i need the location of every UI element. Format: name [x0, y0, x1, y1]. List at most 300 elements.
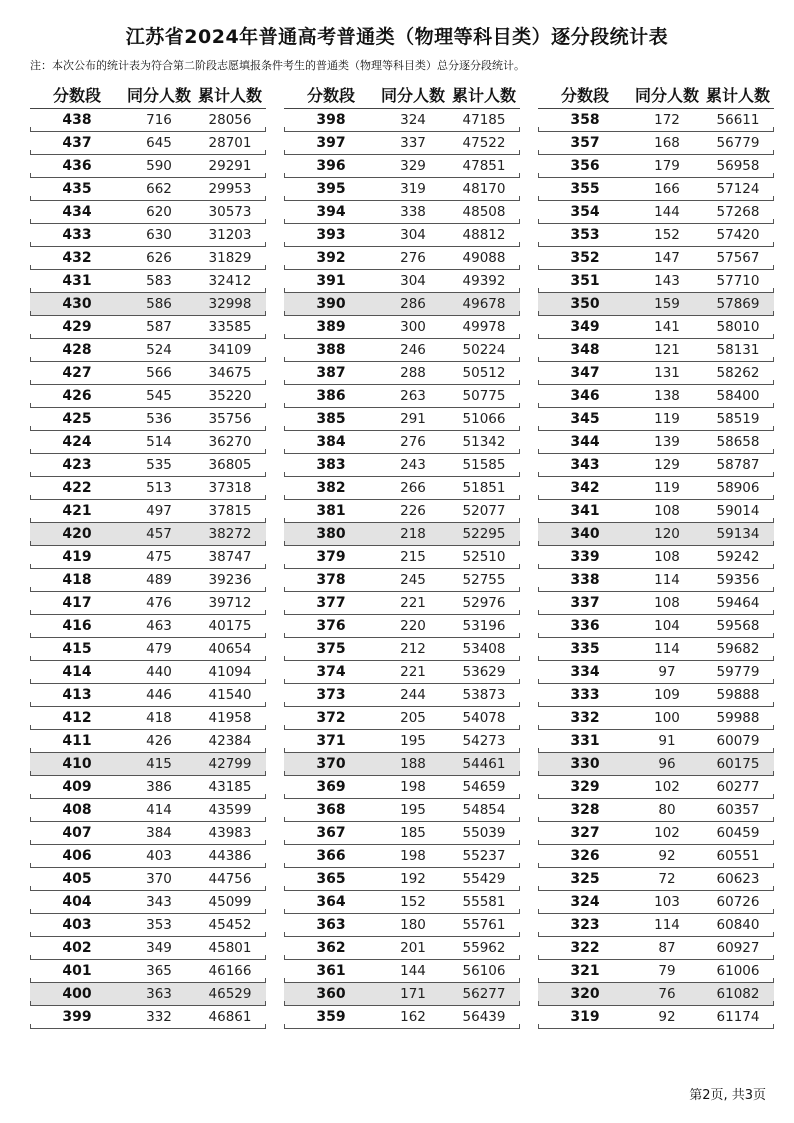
count-cell: 440 [146, 664, 172, 680]
count-cell: 79 [658, 963, 676, 979]
table-row [30, 1006, 266, 1029]
table-row [538, 937, 774, 960]
score-cell: 392 [316, 250, 346, 266]
count-cell: 243 [400, 457, 426, 473]
count-cell: 246 [400, 342, 426, 358]
cumulative-cell: 57567 [716, 250, 760, 266]
table-column-3 [538, 80, 774, 1029]
cumulative-cell: 57420 [716, 227, 760, 243]
count-cell: 475 [146, 549, 172, 565]
count-cell: 245 [400, 572, 426, 588]
table-row [538, 845, 774, 868]
table-row [538, 408, 774, 431]
cumulative-cell: 55761 [462, 917, 506, 933]
score-cell: 406 [62, 848, 92, 864]
cumulative-cell: 56439 [462, 1009, 506, 1025]
cumulative-cell: 61006 [716, 963, 760, 979]
cumulative-cell: 53873 [462, 687, 506, 703]
score-cell: 385 [316, 411, 346, 427]
score-cell: 386 [316, 388, 346, 404]
score-cell: 321 [570, 963, 600, 979]
header-score: 分数段 [52, 85, 101, 105]
table-row [30, 109, 266, 132]
count-cell: 152 [654, 227, 680, 243]
score-cell: 339 [570, 549, 600, 565]
score-cell: 421 [62, 503, 92, 519]
score-cell: 420 [62, 526, 92, 542]
table-row [284, 960, 520, 983]
table-row [538, 431, 774, 454]
count-cell: 212 [400, 641, 426, 657]
count-cell: 72 [658, 871, 676, 887]
cumulative-cell: 48508 [462, 204, 506, 220]
page-title: 江苏省2024年普通高考普通类（物理等科目类）逐分段统计表 [125, 26, 669, 48]
count-cell: 121 [654, 342, 680, 358]
cumulative-cell: 39236 [208, 572, 252, 588]
table-row [30, 454, 266, 477]
score-cell: 379 [316, 549, 346, 565]
cumulative-cell: 51585 [462, 457, 506, 473]
count-cell: 288 [400, 365, 426, 381]
score-cell: 387 [316, 365, 346, 381]
score-cell: 336 [570, 618, 600, 634]
table-row [30, 477, 266, 500]
count-cell: 143 [654, 273, 680, 289]
cumulative-cell: 57869 [716, 296, 760, 312]
table-row [538, 339, 774, 362]
table-row [284, 753, 520, 776]
table-row [30, 362, 266, 385]
score-cell: 435 [62, 181, 92, 197]
table-row [30, 868, 266, 891]
table-row [284, 822, 520, 845]
cumulative-cell: 60726 [716, 894, 760, 910]
table-body [538, 108, 774, 1029]
cumulative-cell: 34675 [208, 365, 252, 381]
score-cell: 331 [570, 733, 600, 749]
score-cell: 338 [570, 572, 600, 588]
cumulative-cell: 46861 [208, 1009, 252, 1025]
score-cell: 431 [62, 273, 92, 289]
score-cell: 323 [570, 917, 600, 933]
count-cell: 403 [146, 848, 172, 864]
count-cell: 349 [146, 940, 172, 956]
cumulative-cell: 54854 [462, 802, 506, 818]
table-row [30, 638, 266, 661]
count-cell: 626 [146, 250, 172, 266]
table-row [30, 960, 266, 983]
cumulative-cell: 60277 [716, 779, 760, 795]
count-cell: 188 [400, 756, 426, 772]
table-row [538, 868, 774, 891]
cumulative-cell: 58658 [716, 434, 760, 450]
cumulative-cell: 59568 [716, 618, 760, 634]
table-row [538, 960, 774, 983]
score-cell: 407 [62, 825, 92, 841]
count-cell: 291 [400, 411, 426, 427]
table-row [284, 270, 520, 293]
count-cell: 147 [654, 250, 680, 266]
count-cell: 266 [400, 480, 426, 496]
score-cell: 364 [316, 894, 346, 910]
table-row [30, 684, 266, 707]
count-cell: 97 [658, 664, 676, 680]
cumulative-cell: 41540 [208, 687, 252, 703]
score-cell: 437 [62, 135, 92, 151]
score-cell: 332 [570, 710, 600, 726]
table-row [284, 615, 520, 638]
count-cell: 414 [146, 802, 172, 818]
table-row [284, 592, 520, 615]
count-cell: 329 [400, 158, 426, 174]
count-cell: 497 [146, 503, 172, 519]
count-cell: 102 [654, 825, 680, 841]
table-row [284, 730, 520, 753]
table-row [538, 615, 774, 638]
cumulative-cell: 36270 [208, 434, 252, 450]
score-cell: 333 [570, 687, 600, 703]
cumulative-cell: 58010 [716, 319, 760, 335]
count-cell: 138 [654, 388, 680, 404]
table-row [284, 109, 520, 132]
table-row [30, 224, 266, 247]
score-cell: 319 [570, 1009, 600, 1025]
table-row [30, 730, 266, 753]
cumulative-cell: 56779 [716, 135, 760, 151]
cumulative-cell: 59682 [716, 641, 760, 657]
count-cell: 476 [146, 595, 172, 611]
cumulative-cell: 35220 [208, 388, 252, 404]
cumulative-cell: 52510 [462, 549, 506, 565]
table-row [284, 477, 520, 500]
cumulative-cell: 53408 [462, 641, 506, 657]
score-cell: 390 [316, 296, 346, 312]
table-row [284, 937, 520, 960]
cumulative-cell: 42799 [208, 756, 252, 772]
cumulative-cell: 41958 [208, 710, 252, 726]
table-row [30, 201, 266, 224]
score-cell: 322 [570, 940, 600, 956]
cumulative-cell: 41094 [208, 664, 252, 680]
cumulative-cell: 32412 [208, 273, 252, 289]
count-cell: 353 [146, 917, 172, 933]
score-cell: 344 [570, 434, 600, 450]
cumulative-cell: 59779 [716, 664, 760, 680]
header-count: 同分人数 [126, 85, 191, 105]
cumulative-cell: 49392 [462, 273, 506, 289]
table-row [284, 316, 520, 339]
score-cell: 352 [570, 250, 600, 266]
score-cell: 370 [316, 756, 346, 772]
table-row [538, 523, 774, 546]
table-row [30, 983, 266, 1006]
count-cell: 524 [146, 342, 172, 358]
cumulative-cell: 61082 [716, 986, 760, 1002]
score-cell: 329 [570, 779, 600, 795]
table-row [30, 523, 266, 546]
score-cell: 413 [62, 687, 92, 703]
cumulative-cell: 36805 [208, 457, 252, 473]
cumulative-cell: 48170 [462, 181, 506, 197]
table-row [538, 799, 774, 822]
score-cell: 427 [62, 365, 92, 381]
score-cell: 389 [316, 319, 346, 335]
count-cell: 114 [654, 572, 680, 588]
cumulative-cell: 33585 [208, 319, 252, 335]
cumulative-cell: 57268 [716, 204, 760, 220]
table-row [30, 155, 266, 178]
score-cell: 380 [316, 526, 346, 542]
count-cell: 131 [654, 365, 680, 381]
score-cell: 365 [316, 871, 346, 887]
score-cell: 400 [62, 986, 92, 1002]
count-cell: 198 [400, 779, 426, 795]
table-row [284, 362, 520, 385]
count-cell: 102 [654, 779, 680, 795]
count-cell: 144 [400, 963, 426, 979]
count-cell: 166 [654, 181, 680, 197]
cumulative-cell: 51851 [462, 480, 506, 496]
count-cell: 566 [146, 365, 172, 381]
score-cell: 355 [570, 181, 600, 197]
cumulative-cell: 40175 [208, 618, 252, 634]
count-cell: 370 [146, 871, 172, 887]
count-cell: 226 [400, 503, 426, 519]
table-row [538, 178, 774, 201]
table-header [284, 80, 520, 108]
cumulative-cell: 56106 [462, 963, 506, 979]
cumulative-cell: 46529 [208, 986, 252, 1002]
table-row [538, 569, 774, 592]
count-cell: 180 [400, 917, 426, 933]
table-row [30, 776, 266, 799]
cumulative-cell: 55237 [462, 848, 506, 864]
table-column-2 [284, 80, 520, 1029]
count-cell: 172 [654, 112, 680, 128]
table-row [538, 661, 774, 684]
count-cell: 620 [146, 204, 172, 220]
count-cell: 171 [400, 986, 426, 1002]
table-row [284, 500, 520, 523]
table-row [538, 1006, 774, 1029]
table-row [538, 293, 774, 316]
score-cell: 373 [316, 687, 346, 703]
table-row [538, 109, 774, 132]
count-cell: 276 [400, 250, 426, 266]
table-row [284, 431, 520, 454]
score-cell: 378 [316, 572, 346, 588]
table-row [30, 293, 266, 316]
score-cell: 356 [570, 158, 600, 174]
score-cell: 425 [62, 411, 92, 427]
count-cell: 337 [400, 135, 426, 151]
cumulative-cell: 59888 [716, 687, 760, 703]
score-cell: 419 [62, 549, 92, 565]
table-row [284, 247, 520, 270]
cumulative-cell: 37318 [208, 480, 252, 496]
cumulative-cell: 54273 [462, 733, 506, 749]
header-score: 分数段 [560, 85, 609, 105]
table-note: 注：本次公布的统计表为符合第二阶段志愿填报条件考生的普通类（物理等科目类）总分逐分段统计。 [30, 59, 525, 72]
table-row [538, 776, 774, 799]
score-cell: 418 [62, 572, 92, 588]
count-cell: 513 [146, 480, 172, 496]
header-score: 分数段 [306, 85, 355, 105]
cumulative-cell: 53196 [462, 618, 506, 634]
score-cell: 382 [316, 480, 346, 496]
table-body [30, 108, 266, 1029]
cumulative-cell: 57710 [716, 273, 760, 289]
count-cell: 536 [146, 411, 172, 427]
cumulative-cell: 52755 [462, 572, 506, 588]
score-cell: 409 [62, 779, 92, 795]
table-row [30, 891, 266, 914]
cumulative-cell: 56958 [716, 158, 760, 174]
count-cell: 645 [146, 135, 172, 151]
score-cell: 438 [62, 112, 92, 128]
table-row [284, 891, 520, 914]
table-header [30, 80, 266, 108]
count-cell: 332 [146, 1009, 172, 1025]
count-cell: 319 [400, 181, 426, 197]
cumulative-cell: 50512 [462, 365, 506, 381]
cumulative-cell: 38272 [208, 526, 252, 542]
count-cell: 168 [654, 135, 680, 151]
count-cell: 587 [146, 319, 172, 335]
count-cell: 263 [400, 388, 426, 404]
cumulative-cell: 54461 [462, 756, 506, 772]
table-row [538, 500, 774, 523]
count-cell: 91 [658, 733, 676, 749]
score-cell: 414 [62, 664, 92, 680]
table-row [284, 845, 520, 868]
count-cell: 76 [658, 986, 676, 1002]
table-row [538, 753, 774, 776]
score-cell: 416 [62, 618, 92, 634]
table-row [538, 201, 774, 224]
count-cell: 586 [146, 296, 172, 312]
table-row [538, 983, 774, 1006]
score-cell: 350 [570, 296, 600, 312]
cumulative-cell: 60623 [716, 871, 760, 887]
table-row [538, 822, 774, 845]
cumulative-cell: 40654 [208, 641, 252, 657]
count-cell: 446 [146, 687, 172, 703]
table-row [284, 201, 520, 224]
table-row [30, 845, 266, 868]
table-row [30, 822, 266, 845]
cumulative-cell: 32998 [208, 296, 252, 312]
score-cell: 367 [316, 825, 346, 841]
table-row [538, 477, 774, 500]
count-cell: 304 [400, 227, 426, 243]
count-cell: 144 [654, 204, 680, 220]
count-cell: 162 [400, 1009, 426, 1025]
cumulative-cell: 61174 [716, 1009, 760, 1025]
table-row [284, 178, 520, 201]
table-row [30, 385, 266, 408]
count-cell: 535 [146, 457, 172, 473]
table-row [284, 569, 520, 592]
table-row [30, 247, 266, 270]
score-cell: 415 [62, 641, 92, 657]
cumulative-cell: 55962 [462, 940, 506, 956]
table-body [284, 108, 520, 1029]
count-cell: 304 [400, 273, 426, 289]
score-cell: 412 [62, 710, 92, 726]
table-row [30, 339, 266, 362]
score-cell: 398 [316, 112, 346, 128]
count-cell: 218 [400, 526, 426, 542]
cumulative-cell: 58400 [716, 388, 760, 404]
cumulative-cell: 45452 [208, 917, 252, 933]
table-row [538, 224, 774, 247]
table-row [538, 316, 774, 339]
score-cell: 434 [62, 204, 92, 220]
score-cell: 405 [62, 871, 92, 887]
score-cell: 330 [570, 756, 600, 772]
score-cell: 337 [570, 595, 600, 611]
count-cell: 338 [400, 204, 426, 220]
score-cell: 424 [62, 434, 92, 450]
header-count: 同分人数 [380, 85, 445, 105]
score-cell: 402 [62, 940, 92, 956]
count-cell: 104 [654, 618, 680, 634]
count-cell: 220 [400, 618, 426, 634]
score-cell: 417 [62, 595, 92, 611]
cumulative-cell: 58787 [716, 457, 760, 473]
score-cell: 395 [316, 181, 346, 197]
cumulative-cell: 34109 [208, 342, 252, 358]
score-cell: 410 [62, 756, 92, 772]
score-cell: 388 [316, 342, 346, 358]
cumulative-cell: 55581 [462, 894, 506, 910]
count-cell: 545 [146, 388, 172, 404]
count-cell: 300 [400, 319, 426, 335]
table-row [30, 569, 266, 592]
table-row [30, 661, 266, 684]
count-cell: 141 [654, 319, 680, 335]
cumulative-cell: 60079 [716, 733, 760, 749]
score-cell: 361 [316, 963, 346, 979]
table-row [538, 707, 774, 730]
table-row [538, 914, 774, 937]
score-cell: 349 [570, 319, 600, 335]
cumulative-cell: 45099 [208, 894, 252, 910]
table-row [30, 270, 266, 293]
cumulative-cell: 60175 [716, 756, 760, 772]
cumulative-cell: 57124 [716, 181, 760, 197]
table-row [538, 385, 774, 408]
cumulative-cell: 48812 [462, 227, 506, 243]
count-cell: 386 [146, 779, 172, 795]
count-cell: 92 [658, 848, 676, 864]
table-row [538, 362, 774, 385]
cumulative-cell: 44756 [208, 871, 252, 887]
count-cell: 457 [146, 526, 172, 542]
cumulative-cell: 59988 [716, 710, 760, 726]
score-cell: 360 [316, 986, 346, 1002]
table-row [538, 638, 774, 661]
table-row [30, 500, 266, 523]
table-row [538, 730, 774, 753]
count-cell: 120 [654, 526, 680, 542]
score-cell: 354 [570, 204, 600, 220]
table-row [284, 132, 520, 155]
count-cell: 185 [400, 825, 426, 841]
cumulative-cell: 58262 [716, 365, 760, 381]
cumulative-cell: 60357 [716, 802, 760, 818]
